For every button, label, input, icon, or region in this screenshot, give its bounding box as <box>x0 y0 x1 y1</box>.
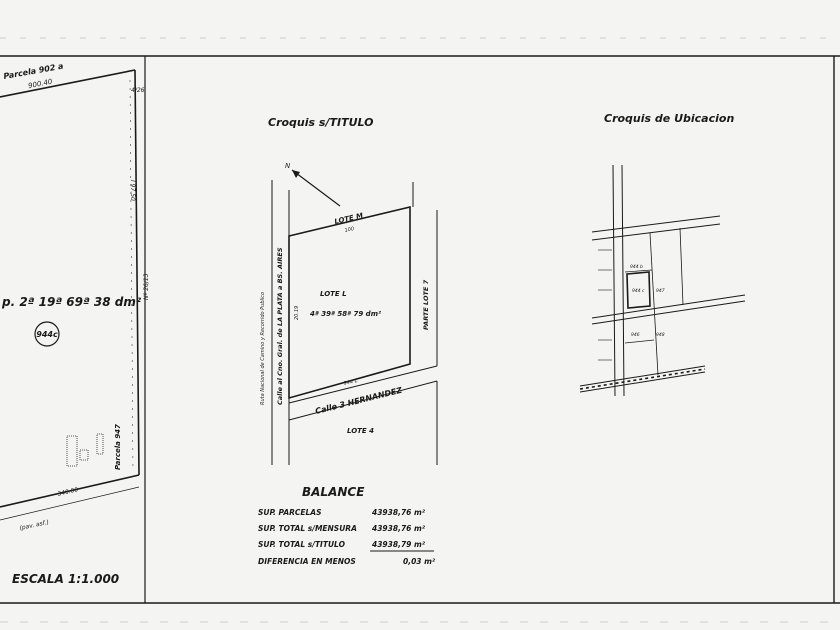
svg-text:4/26: 4/26 <box>131 87 145 94</box>
lote-m-label: LOTE M <box>333 211 364 226</box>
svg-text:DIFERENCIA EN MENOS: DIFERENCIA EN MENOS <box>258 557 356 566</box>
croquis-ubicacion-title: Croquis de Ubicacion <box>604 112 735 125</box>
svg-text:946: 946 <box>631 333 640 338</box>
balance-row <box>258 557 436 566</box>
main-parcel-plan <box>0 62 150 586</box>
svg-text:(pav. asf.): (pav. asf.) <box>18 518 50 532</box>
svg-text:Nº 26/13: Nº 26/13 <box>143 273 150 300</box>
parcel-side-label: Parcela 947 <box>114 424 122 470</box>
svg-text:944c: 944c <box>36 330 58 339</box>
street-bottom-label: Calle 3 HERNANDEZ <box>314 385 403 416</box>
parcel-top-label: Parcela 902 a <box>2 61 65 81</box>
svg-text:944 L: 944 L <box>343 377 359 387</box>
parcel-area-label: p. 2ª 19ª 69ª 38 dm² <box>2 295 142 309</box>
svg-text:900.40: 900.40 <box>27 77 54 91</box>
svg-text:Ruta Nacional de Camino y Reco: Ruta Nacional de Camino y Recorrido Publico <box>260 291 266 405</box>
svg-text:0,03 m²: 0,03 m² <box>403 557 436 566</box>
svg-text:N: N <box>285 162 291 170</box>
svg-text:SUP. PARCELAS: SUP. PARCELAS <box>258 508 322 517</box>
svg-text:SUP. TOTAL s/TITULO: SUP. TOTAL s/TITULO <box>258 540 345 549</box>
balance-table <box>258 485 436 566</box>
sheet-border <box>0 38 840 622</box>
croquis-titulo <box>260 116 437 465</box>
svg-text:43938,76 m²: 43938,76 m² <box>372 524 426 533</box>
balance-row <box>258 508 426 517</box>
balance-title: BALANCE <box>302 485 365 499</box>
parcel-id-circle <box>35 322 59 346</box>
lote-l-label: LOTE L <box>320 290 347 298</box>
svg-text:43938,76 m²: 43938,76 m² <box>372 508 426 517</box>
building-hatch <box>67 434 103 466</box>
svg-text:I 97.50: I 97.50 <box>129 180 136 201</box>
svg-text:948: 948 <box>656 333 665 338</box>
svg-text:944 c: 944 c <box>632 289 645 294</box>
svg-text:43938,79 m²: 43938,79 m² <box>372 540 426 549</box>
svg-text:340.00: 340.00 <box>56 486 79 498</box>
street-left-label: Calle al Cno. Gral. de LA PLATA a BS. AIRES <box>276 247 284 405</box>
svg-text:100: 100 <box>344 225 355 234</box>
croquis-titulo-title: Croquis s/TITULO <box>268 116 374 129</box>
svg-text:SUP. TOTAL s/MENSURA: SUP. TOTAL s/MENSURA <box>258 524 357 533</box>
svg-text:20.19: 20.19 <box>294 305 300 320</box>
svg-text:944 b: 944 b <box>630 265 643 270</box>
scale-label: ESCALA 1:1.000 <box>12 572 120 586</box>
croquis-ubicacion <box>580 112 745 396</box>
north-arrow <box>285 162 340 206</box>
lote-l-area: 4ª 39ª 58ª 79 dm² <box>310 310 382 318</box>
svg-text:947: 947 <box>656 289 665 294</box>
balance-row <box>258 540 426 549</box>
parte-lote-label: PARTE LOTE 7 <box>422 279 430 330</box>
lote-4-label: LOTE 4 <box>347 427 375 435</box>
balance-row <box>258 524 426 533</box>
